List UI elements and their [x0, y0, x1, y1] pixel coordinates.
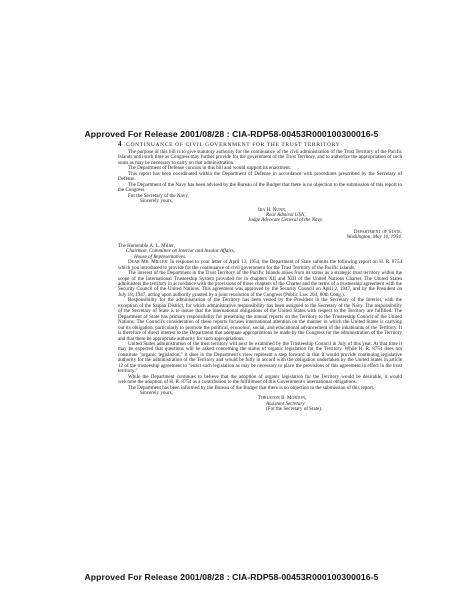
addressee-line: Chairman, Committee on Interior and Insular Affairs,: [126, 248, 235, 255]
addressee-line: House of Representatives.: [134, 253, 187, 260]
signature-name: Thruston B. Morton,: [258, 395, 307, 402]
release-banner-top: Approved For Release 2001/08/28 : CIA-RDP58-00453R000100300016-5: [84, 129, 379, 139]
closing-line: Sincerely yours,: [140, 198, 173, 205]
paragraph: The Department has been informed by the Bureau of the Budget that there is no objection to the submission of this report.: [128, 384, 375, 391]
signature-title: Judge Advocate General of the Navy.: [248, 217, 324, 224]
closing-line: Sincerely yours,: [140, 390, 173, 397]
signature-name: Ira H. Nunn,: [258, 206, 287, 213]
paragraph: The Department of the Navy has been advised by the Bureau of the Budget that there is no objection to the submission of this report to the Congress.: [118, 181, 402, 194]
paragraph: Responsibility for the administration of the Territory has been vested by the President in the Secretary of the Interior, with the exception of the Saipan District, for which administrative responsibility has been assigned to the Secretary of the Navy. The responsibility of the Secretary of State is to insure that the international obligations of the United States with respect to the Territory are fulfilled. The Department of State has primary responsibility for presenting the annual reports on the Territory to the Trusteeship Council of the United Nations. The Council's consideration of these reports focuses international attention on the manner in which the United States is carrying out its obligation, particularly to promote the political, economic, social, and educational advancement of the inhabitants of the Territory. It is therefore of direct interest to the Department that adequate appropriations be made by the Congress for the administration of the Territory and that there be appropriate authority for such appropriations.: [118, 297, 402, 342]
addressee-name: The Honorable A. L. Miller,: [118, 242, 175, 249]
page-number: 4: [118, 140, 123, 148]
running-head: [118, 140, 340, 148]
paragraph: The purpose of this bill is to give statutory authority for the continuance of the civil administration of the Trust Territory of the Pacific Islands until such time as Congress may further provide for the government of the Trust Territory, and to authorize the appropriation of such sums as may be necessary to carry on that administration.: [118, 149, 402, 166]
signature-title: (For the Secretary of State).: [266, 406, 323, 413]
paragraph: While the Department continues to believe that the adoption of organic legislation for the Territory would be desirable, it would welcome the adoption of H. R. 8754 as a contribution to the fulfillment of this Government's international obligations.: [118, 373, 402, 386]
running-head-text: CONTINUANCE OF CIVIL GOVERNMENT FOR THE TRUST TERRITORY: [126, 142, 341, 148]
paragraph: The Department of Defense concurs in this bill and would support its enactment.: [128, 165, 292, 172]
release-banner-bottom: Approved For Release 2001/08/28 : CIA-RDP58-00453R000100300016-5: [84, 572, 379, 582]
paragraph: United States administration of the trust territory will next be examined by the Trusteeship Council in July of this year. At that time it may be expected that questions will be asked concerning the status of organic legislation for the Territory. While H. R. 8754 does not constitute "organic legislation," it does in the Department's view represent a step forward in that it would provide continuing legislative authority for the administration of the Territory and would be fully in accord with the obligation undertaken by the United States in article 12 of the trusteeship agreement to "enact such legislation as may be necessary to place the provisions of this agreement in effect in the trust territory.": [118, 340, 402, 375]
closing-line: For the Secretary of the Navy,: [128, 192, 189, 199]
salutation-paragraph: Dear Mr. Miller: In response to your letter of April 13, 1954, the Department of State submits the following report on H. R. 8754 which you introduced to provide for the continuance of civil government for the Trust Territory of the Pacific Islands.: [118, 259, 403, 271]
navy-letter: [118, 150, 402, 224]
signature-title: Rear Admiral USN,: [266, 211, 306, 218]
signature-title: Assistant Secretary: [266, 400, 305, 407]
paragraph: This report has been coordinated within the Department of Defense in accordance with procedures prescribed by the Secretary of Defense.: [118, 170, 402, 183]
document-body: [118, 150, 402, 413]
letter-date: Washington, May 10, 1954.: [346, 234, 402, 241]
department-heading: Department of State,: [353, 228, 402, 235]
paragraph: The interest of the Department in the Trust Territory of the Pacific Islands arises from its status as a strategic trust territory within the scope of the International Trusteeship System provided for in chapters XII and XIII of the United Nations Charter. The United States administers the territory in accordance with the provisions of those chapters of the Charter and the terms of a trusteeship agreement with the Security Council of the United Nations. This agreement was approved by the Security Council on April 2, 1947, and by the President on July 18, 1947, acting upon authority granted by a joint resolution of the Congress (Public Law 204, 80th Cong.).: [118, 270, 402, 298]
state-letter: [118, 230, 402, 413]
